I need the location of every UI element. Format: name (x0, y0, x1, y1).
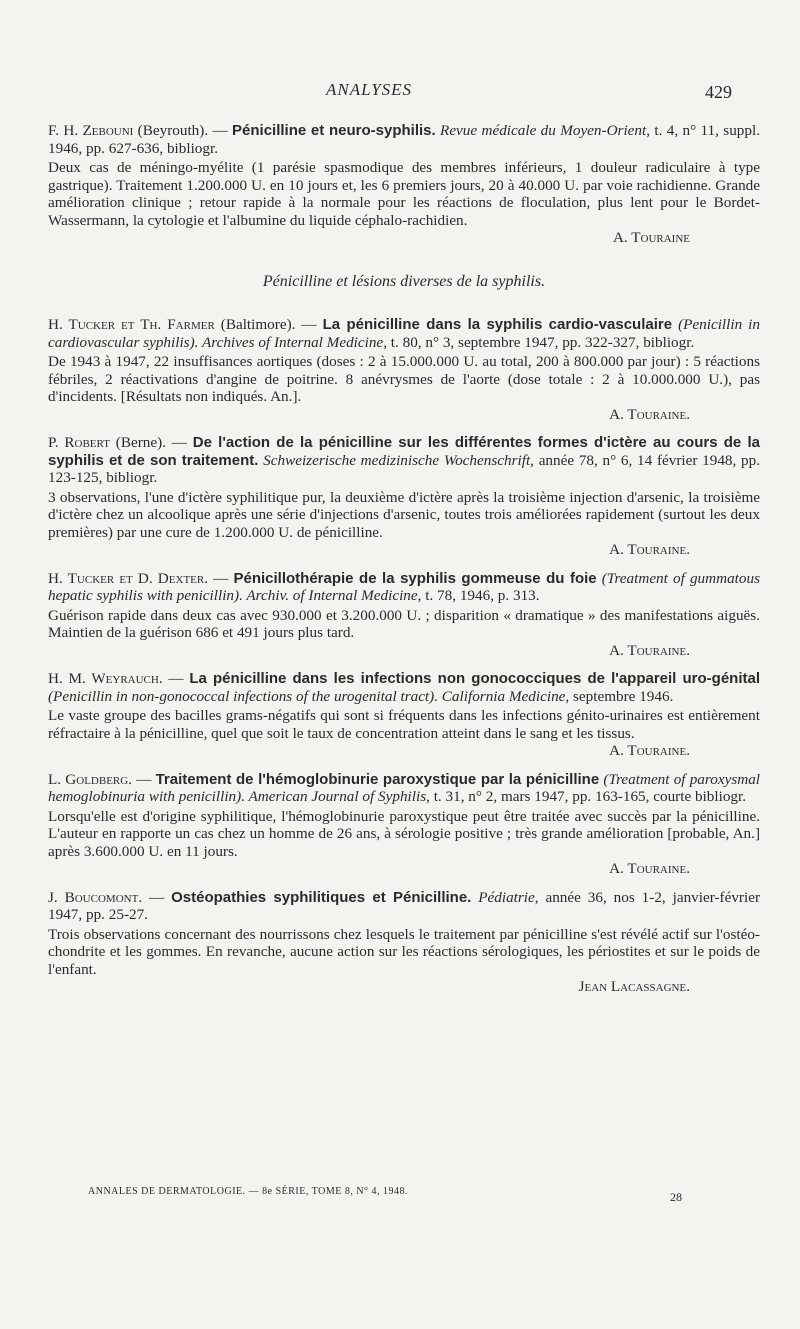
entry-author: H. M. Weyrauch (48, 670, 159, 687)
entry-reference: , septembre 1946. (565, 687, 674, 705)
abstract-entry (48, 122, 760, 247)
page-number: 429 (705, 82, 732, 102)
abstract-entry (48, 316, 760, 423)
entry-place: (Beyrouth). — (133, 122, 233, 139)
entry-title: La pénicilline dans les infections non gonococciques de l'appareil uro-génital (189, 670, 760, 687)
entry-place: . — (204, 569, 234, 587)
entry-reference: , t. 78, 1946, p. 313. (417, 587, 540, 604)
entry-title: La pénicilline dans la syphilis cardio-vasculaire (322, 316, 673, 333)
entry-author: F. H. Zebouni (48, 122, 134, 139)
entry-heading (48, 570, 760, 605)
entry-title: Pénicilline et neuro-syphilis. (232, 122, 436, 139)
entry-signature: A. Touraine. (609, 860, 690, 877)
entry-heading (48, 670, 760, 705)
entry-body: Trois observations concernant des nourrissons chez lesquels le traitement par pénicilline s'est révélé actif sur l'ostéo-chondrite et les gommes. En revanche, aucune action sur les réactions sérologiques, les périostites et sur le poids de l'enfant. (48, 925, 760, 978)
entry-author: J. Boucomont (48, 888, 139, 906)
entry-signature: Jean Lacassagne. (578, 978, 690, 995)
entry-place: . — (158, 670, 190, 687)
entry-place: (Berne). — (109, 434, 193, 451)
entry-body: De 1943 à 1947, 22 insuffisances aortiques (doses : 2 à 15.000.000 U. au total, 200 à 800.000 par jour) : 5 réactions fébriles, 2 réactivations d'angine de poitrine. 8 anévrysmes de l'aorte (dose totale : 2 à 10.000.000 U.), pas d'incidents. [Résultats non indiqués. An.]. (48, 353, 760, 405)
entry-heading (48, 771, 760, 806)
entry-source: Revue médicale du Moyen-Orient (435, 122, 647, 139)
abstract-entry (48, 771, 760, 878)
entry-reference: , année 78, n° 6, 14 février 1948, pp. 123-125, bibliogr. (48, 451, 761, 486)
entry-signature: A. Touraine. (609, 641, 690, 659)
entry-signature: A. Touraine. (609, 541, 690, 558)
entry-reference: , t. 4, n° 11, suppl. 1946, pp. 627-636, bibliogr. (48, 122, 760, 157)
entry-title: Ostéopathies syphilitiques et Pénicilline. (171, 888, 472, 906)
entry-source: Pédiatrie (471, 888, 535, 906)
entry-heading (48, 434, 760, 487)
entry-signature: A. Touraine. (609, 405, 690, 423)
entry-title: Traitement de l'hémoglobinurie paroxystique par la pénicilline (155, 770, 600, 788)
entry-source: (Penicillin in cardiovascular syphilis). Archives of Internal Medicine (48, 316, 760, 351)
entry-signature: A. Touraine (612, 229, 690, 246)
entry-body: Deux cas de méningo-myélite (1 parésie spasmodique des membres inférieurs, 1 douleur radiculaire à type gastrique). Traitement 1.200.000 U. en 10 jours et, les 6 premiers jours, 20 à 40.000 U. par voie rachidienne. Grande amélioration clinique ; retour rapide à la normale pour les réactions de floculation, plus lent pour le Bordet-Wassermann, la cytologie et l'albumine du liquide céphalo-rachidien. (48, 159, 760, 229)
abstract-entry (48, 670, 760, 760)
entry-reference: , année 36, nos 1-2, janvier-février 1947, pp. 25-27. (48, 888, 761, 923)
running-head (0, 80, 800, 104)
entry-source: (Treatment of paroxysmal hemoglobinuria with penicillin). American Journal of Syphilis (48, 770, 761, 805)
entry-heading (48, 316, 760, 351)
page-content (48, 122, 760, 1007)
entry-author: H. Tucker et D. Dexter (48, 569, 205, 587)
abstract-entry (48, 889, 760, 996)
entry-author: H. Tucker et Th. Farmer (48, 316, 215, 333)
entry-reference: , t. 31, n° 2, mars 1947, pp. 163-165, courte bibliogr. (426, 788, 747, 805)
abstract-entry (48, 434, 760, 559)
entry-body: Guérison rapide dans deux cas avec 930.000 et 3.200.000 U. ; disparition « dramatique » des manifestations aiguës. Maintien de la guérison 686 et 491 jours plus tard. (48, 606, 760, 641)
entry-heading (48, 122, 760, 157)
journal-footer: ANNALES DE DERMATOLOGIE. — 8e SÉRIE, TOME 8, N° 4, 1948. (88, 1186, 409, 1197)
running-head-title: ANALYSES (326, 80, 413, 99)
entry-source: Schweizerische medizinische Wochenschrift (258, 451, 531, 469)
section-title: Pénicilline et lésions diverses de la syphilis. (262, 272, 546, 290)
entry-body: Lorsqu'elle est d'origine syphilitique, l'hémoglobinurie paroxystique peut être traitée avec succès par la pénicilline. L'auteur en rapporte un cas chez un homme de 26 ans, à sérologie positive ; très grande amélioration [probable, An.] après 3.600.000 U. en 11 jours. (48, 807, 760, 860)
entry-place: . — (128, 770, 156, 788)
signature-mark: 28 (670, 1190, 682, 1204)
entry-body: 3 observations, l'une d'ictère syphilitique pur, la deuxième d'ictère après la troisième injection d'arsenic, la troisième d'ictère chez un alcoolique après une série d'injections d'arsenic, toutes trois améliorées rapidement (surtout les deux premières) par une cure de 1.200.000 U. de pénicilline. (48, 488, 760, 541)
entry-author: P. Robert (48, 434, 110, 451)
entry-title: De l'action de la pénicilline sur les différentes formes d'ictère au cours de la syphilis et de son traitement. (48, 434, 760, 469)
entry-body: Le vaste groupe des bacilles grams-négatifs qui sont si fréquents dans les infections génito-urinaires est entièrement réfractaire à la pénicilline, quel que soit le taux de concentration atteint dans le sang et les tissus. (48, 707, 760, 742)
entry-signature: A. Touraine. (609, 742, 690, 759)
entry-heading (48, 889, 760, 924)
entry-place: . — (138, 888, 172, 906)
entry-source: (Treatment of gummatous hepatic syphilis with penicillin). Archiv. of Internal Medicine (48, 569, 760, 604)
entry-reference: , t. 80, n° 3, septembre 1947, pp. 322-327, bibliogr. (383, 333, 695, 351)
entry-source: (Penicillin in non-gonococcal infections of the urogenital tract). California Medicine (48, 687, 566, 705)
entry-title: Pénicillothérapie de la syphilis gommeuse du foie (233, 569, 597, 587)
entry-place: (Baltimore). — (214, 316, 323, 333)
abstract-entry (48, 570, 760, 660)
entry-author: L. Goldberg (48, 770, 129, 788)
